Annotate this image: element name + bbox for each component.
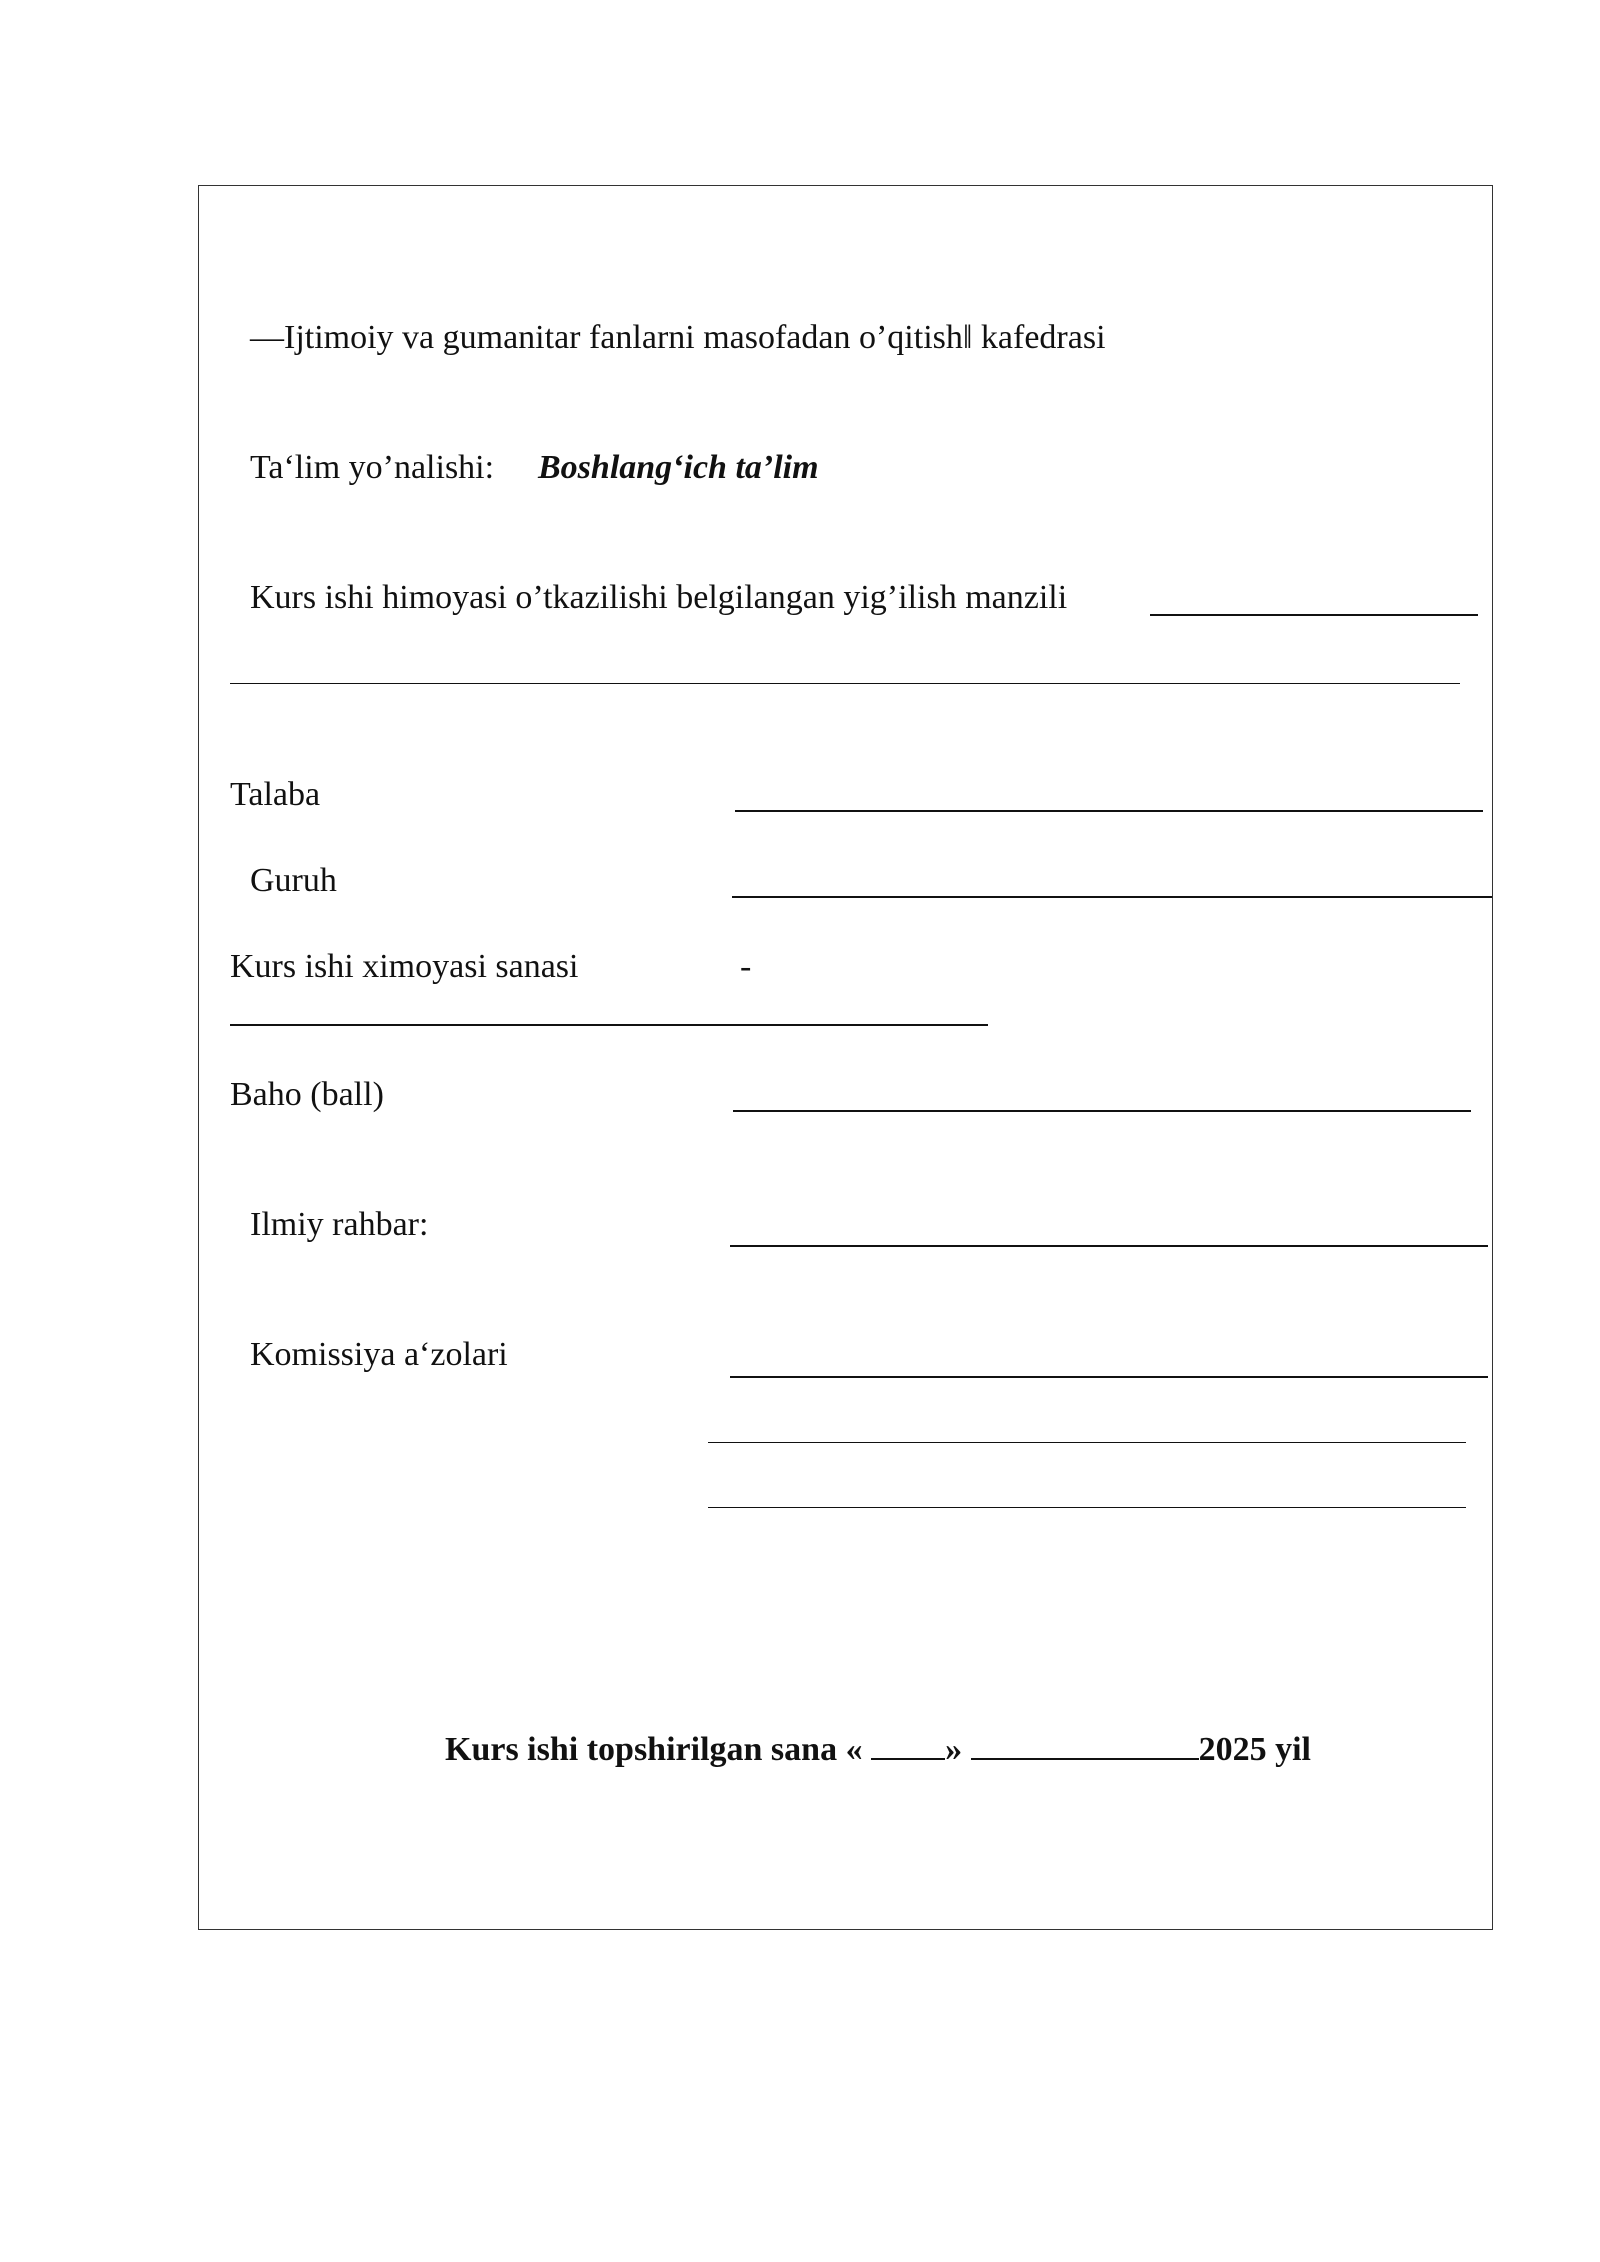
submission-day-field[interactable] xyxy=(871,1730,945,1760)
supervisor-label: Ilmiy rahbar: xyxy=(250,1206,429,1243)
grade-label: Baho (ball) xyxy=(230,1076,384,1113)
submission-year: 2025 yil xyxy=(1198,1731,1311,1768)
department-title: —Ijtimoiy va gumanitar fanlarni masofadan o’qitish‖ kafedrasi xyxy=(250,319,1106,356)
group-label: Guruh xyxy=(250,862,337,899)
defense-date-field[interactable] xyxy=(230,1024,988,1026)
submission-close-quote: » xyxy=(945,1731,963,1768)
commission-field-1[interactable] xyxy=(730,1376,1488,1378)
grade-field[interactable] xyxy=(733,1110,1471,1112)
direction-value: Boshlang‘ich ta’lim xyxy=(538,449,819,486)
commission-field-3[interactable] xyxy=(708,1507,1466,1508)
supervisor-field[interactable] xyxy=(730,1245,1488,1247)
submission-month-field[interactable] xyxy=(971,1730,1199,1760)
group-field[interactable] xyxy=(732,896,1492,898)
defense-date-dash: - xyxy=(740,948,752,985)
document-frame xyxy=(198,185,1493,1930)
meeting-address-field-line2[interactable] xyxy=(230,683,1460,684)
student-field[interactable] xyxy=(735,810,1483,812)
defense-date-label: Kurs ishi ximoyasi sanasi xyxy=(230,948,579,985)
submission-line xyxy=(445,1730,1311,1770)
commission-label: Komissiya a‘zolari xyxy=(250,1336,508,1373)
meeting-address-field[interactable] xyxy=(1150,614,1478,616)
direction-label: Ta‘lim yo’nalishi: xyxy=(250,449,495,486)
student-label: Talaba xyxy=(230,776,321,813)
meeting-address-label: Kurs ishi himoyasi o’tkazilishi belgilangan yig’ilish manzili xyxy=(250,579,1068,616)
submission-label: Kurs ishi topshirilgan sana « xyxy=(445,1731,863,1768)
commission-field-2[interactable] xyxy=(708,1442,1466,1443)
